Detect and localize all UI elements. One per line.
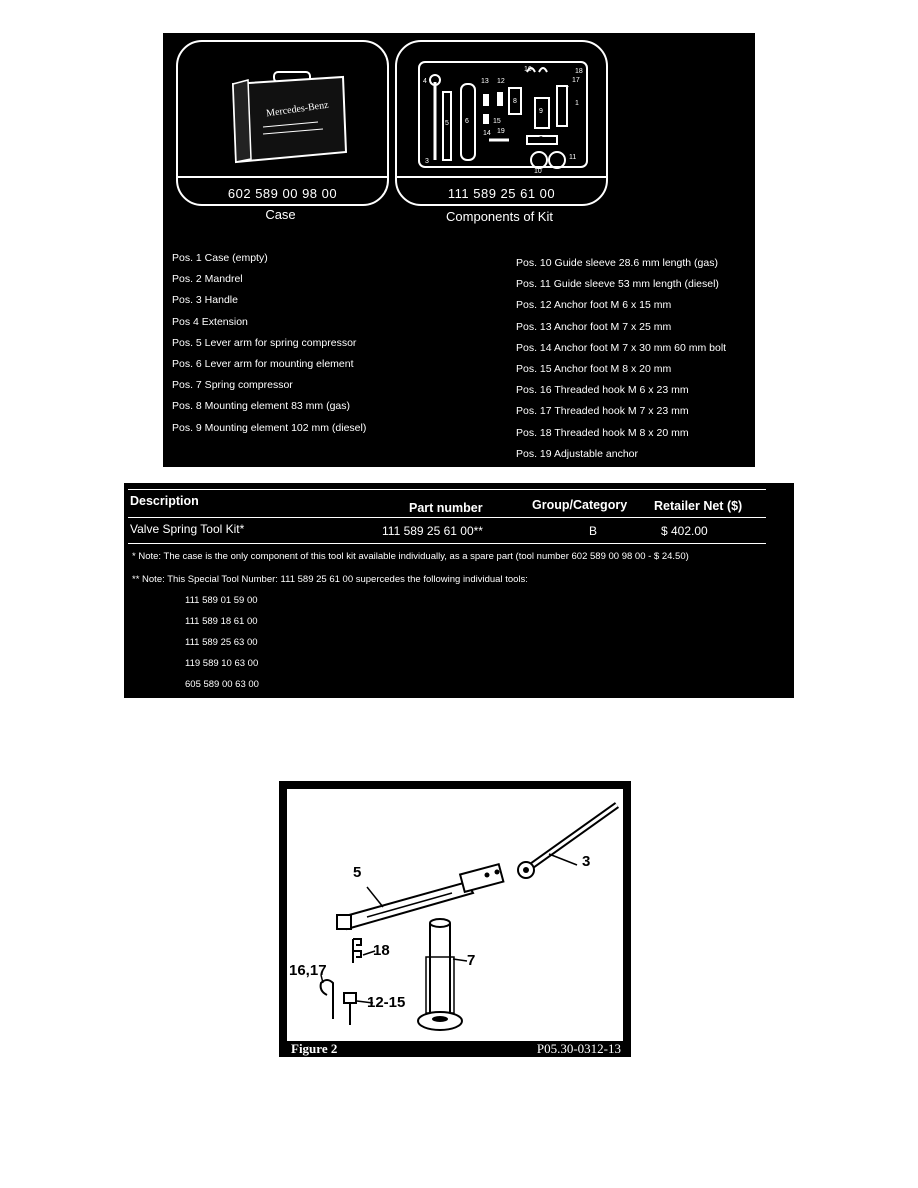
list-item: Pos. 18 Threaded hook M 8 x 20 mm [516, 426, 689, 439]
list-item: Pos. 9 Mounting element 102 mm (diesel) [172, 421, 367, 434]
photo-callout-18: 18 [575, 68, 583, 75]
figure-code: P05.30-0312-13 [536, 1041, 621, 1056]
valve-spring-tool-drawing [287, 789, 623, 1041]
kit-part-number: 111 589 25 61 00 [447, 186, 556, 201]
header-retailer-net: Retailer Net ($) [654, 499, 743, 513]
photo-callout-14: 14 [483, 130, 491, 137]
list-item: Pos. 16 Threaded hook M 6 x 23 mm [516, 384, 689, 397]
header-part-number: Part number [409, 501, 483, 515]
list-item: Pos. 12 Anchor foot M 6 x 15 mm [516, 299, 672, 312]
list-item: 605 589 00 63 00 [185, 679, 259, 690]
row-part-number: 111 589 25 61 00** [382, 524, 483, 538]
photo-callout-11: 11 [569, 154, 577, 161]
callout-7: 7 [467, 952, 476, 969]
figure-2-illustration-area [287, 789, 623, 1041]
photo-callout-9: 9 [539, 108, 543, 115]
case-photo [176, 40, 389, 206]
list-item: Pos. 1 Case (empty) [172, 252, 268, 264]
list-item: 111 589 18 61 00 [185, 616, 258, 627]
photo-callout-12: 12 [497, 78, 505, 85]
list-item: Pos. 10 Guide sleeve 28.6 mm length (gas) [516, 257, 718, 269]
photo-callout-8: 8 [513, 98, 517, 105]
list-item: Pos. 13 Anchor foot M 7 x 25 mm [516, 320, 672, 333]
kit-components-panel [163, 33, 755, 467]
list-item: 111 589 01 59 00 [185, 595, 258, 606]
list-item: 119 589 10 63 00 [185, 658, 259, 669]
list-item: Pos. 6 Lever arm for mounting element [172, 357, 354, 370]
callout-5: 5 [353, 864, 362, 881]
callout-12-15: 12-15 [367, 994, 406, 1011]
photo-callout-6: 6 [465, 118, 469, 125]
callout-3: 3 [582, 853, 591, 870]
list-item: Pos. 7 Spring compressor [172, 379, 293, 392]
photo-callout-1: 1 [575, 100, 579, 107]
photo-callout-7: 7 [565, 86, 569, 93]
photo-callout-5: 5 [445, 120, 449, 127]
price-table-panel [124, 483, 794, 698]
photo-callout-19: 19 [497, 128, 505, 135]
photo-callout-13: 13 [481, 78, 489, 85]
list-item: Pos. 15 Anchor foot M 8 x 20 mm [516, 362, 672, 375]
callout-16-17: 16,17 [289, 962, 327, 979]
photo-callout-16: 16 [524, 66, 532, 73]
photo-callout-17: 17 [572, 77, 580, 84]
kit-components-photo [395, 40, 608, 206]
photo-callout-10: 10 [534, 168, 542, 175]
list-item: Pos. 11 Guide sleeve 53 mm length (diesel) [516, 278, 719, 291]
header-group: Group/Category [532, 498, 628, 512]
case-caption: Case [265, 207, 296, 222]
row-group: B [589, 524, 598, 538]
note-case: * Note: The case is the only component of this tool kit available individually, as a spare part (tool number 602 589 00 98 00 - $ 24.50) [132, 551, 689, 562]
divider [128, 489, 766, 490]
list-item: Pos. 2 Mandrel [172, 273, 243, 286]
divider [128, 543, 766, 544]
photo-callout-2: 2 [539, 136, 543, 143]
list-item: Pos. 17 Threaded hook M 7 x 23 mm [516, 405, 689, 418]
list-item: Pos. 19 Adjustable anchor [516, 447, 639, 460]
row-retailer-net: $ 402.00 [661, 524, 708, 538]
list-item: Pos 4 Extension [172, 315, 248, 328]
callout-18: 18 [373, 942, 390, 959]
list-item: Pos. 3 Handle [172, 294, 238, 307]
figure-caption: Figure 2 [291, 1041, 338, 1056]
header-description: Description [130, 494, 199, 508]
figure-2-panel [279, 781, 631, 1057]
positions-right-list [516, 257, 726, 469]
case-brand: Mercedes-Benz [265, 99, 330, 120]
kit-caption: Components of Kit [446, 209, 553, 224]
list-item: Pos. 14 Anchor foot M 7 x 30 mm 60 mm bolt [516, 341, 727, 354]
list-item: 111 589 25 63 00 [185, 637, 258, 648]
case-part-number: 602 589 00 98 00 [227, 186, 338, 201]
divider [128, 517, 766, 518]
photo-callout-15: 15 [493, 118, 501, 125]
list-item: Pos. 5 Lever arm for spring compressor [172, 336, 357, 349]
row-description: Valve Spring Tool Kit* [130, 522, 245, 536]
photo-callout-3: 3 [425, 158, 429, 165]
note-supersedes: ** Note: This Special Tool Number: 111 589 25 61 00 supercedes the following individual tools: [132, 574, 528, 585]
positions-left-list [172, 252, 366, 443]
photo-callout-4: 4 [423, 78, 427, 85]
list-item: Pos. 8 Mounting element 83 mm (gas) [172, 400, 350, 413]
